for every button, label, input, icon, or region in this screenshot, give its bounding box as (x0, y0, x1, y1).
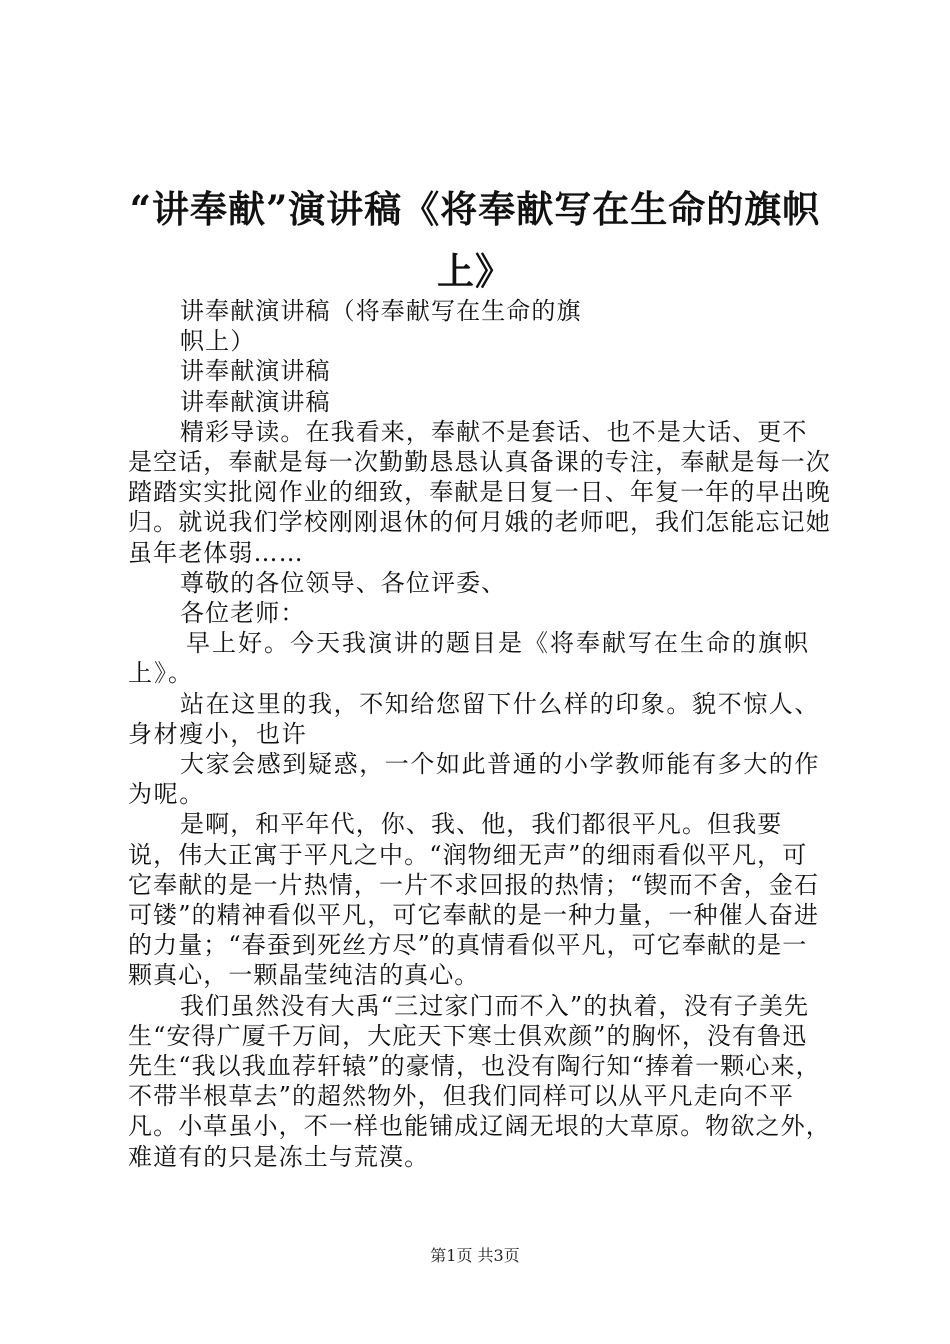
subheading-1: 讲奉献演讲稿 (180, 357, 331, 386)
document-body (128, 296, 832, 1172)
title-line-2: 上》 (437, 249, 513, 293)
page-footer: 第1页 共3页 (430, 1246, 520, 1265)
greeting-line-2: 各位老师： (180, 599, 306, 628)
subheading-2: 讲奉献演讲稿 (180, 387, 331, 416)
paragraph-1: 早上好。今天我演讲的题目是《将奉献写在生命的旗帜上》。 (128, 629, 810, 688)
heading-line-1: 讲奉献演讲稿（将奉献写在生命的旗 (180, 297, 582, 325)
intro-paragraph: 精彩导读。在我看来，奉献不是套话、也不是大话、更不是空话，奉献是每一次勤勤恳恳认真备课的专注，奉献是每一次踏踏实实批阅作业的细致，奉献是日复一日、年复一年的早出晚归。就说我们学校刚刚退休的何月娥的老师吧，我们怎能忘记她虽年老体弱…… (128, 417, 831, 567)
greeting-line-1: 尊敬的各位领导、各位评委、 (180, 568, 507, 597)
paragraph-5: 我们虽然没有大禹“三过家门而不入”的执着，没有子美先生“安得广厦千万间，大庇天下寒士俱欢颜”的胸怀，没有鲁迅先生“我以我血荐轩辕”的豪情，也没有陶行知“捧着一颗心来，不带半根草去”的超然物外，但我们同样可以从平凡走向不平凡。小草虽小，不一样也能铺成辽阔无垠的大草原。物欲之外，难道有的只是冻土与荒漠。 (128, 991, 831, 1171)
paragraph-4: 是啊，和平年代，你、我、他，我们都很平凡。但我要说，伟大正寓于平凡之中。“润物细无声”的细雨看似平凡，可它奉献的是一片热情，一片不求回报的热情；“锲而不舍，金石可镂”的精神看似平凡，可它奉献的是一种力量，一种催人奋进的力量；“春蚕到死丝方尽”的真情看似平凡，可它奉献的是一颗真心，一颗晶莹纯洁的真心。 (128, 810, 820, 990)
paragraph-2: 站在这里的我，不知给您留下什么样的印象。貌不惊人、身材瘦小，也许 (128, 689, 820, 748)
title-line-1: “讲奉献”演讲稿《将奉献写在生命的旗帜 (129, 187, 821, 231)
paragraph-3: 大家会感到疑惑，一个如此普通的小学教师能有多大的作为呢。 (128, 750, 820, 809)
heading-line-2: 帜上） (180, 327, 256, 356)
document-title (120, 178, 830, 302)
